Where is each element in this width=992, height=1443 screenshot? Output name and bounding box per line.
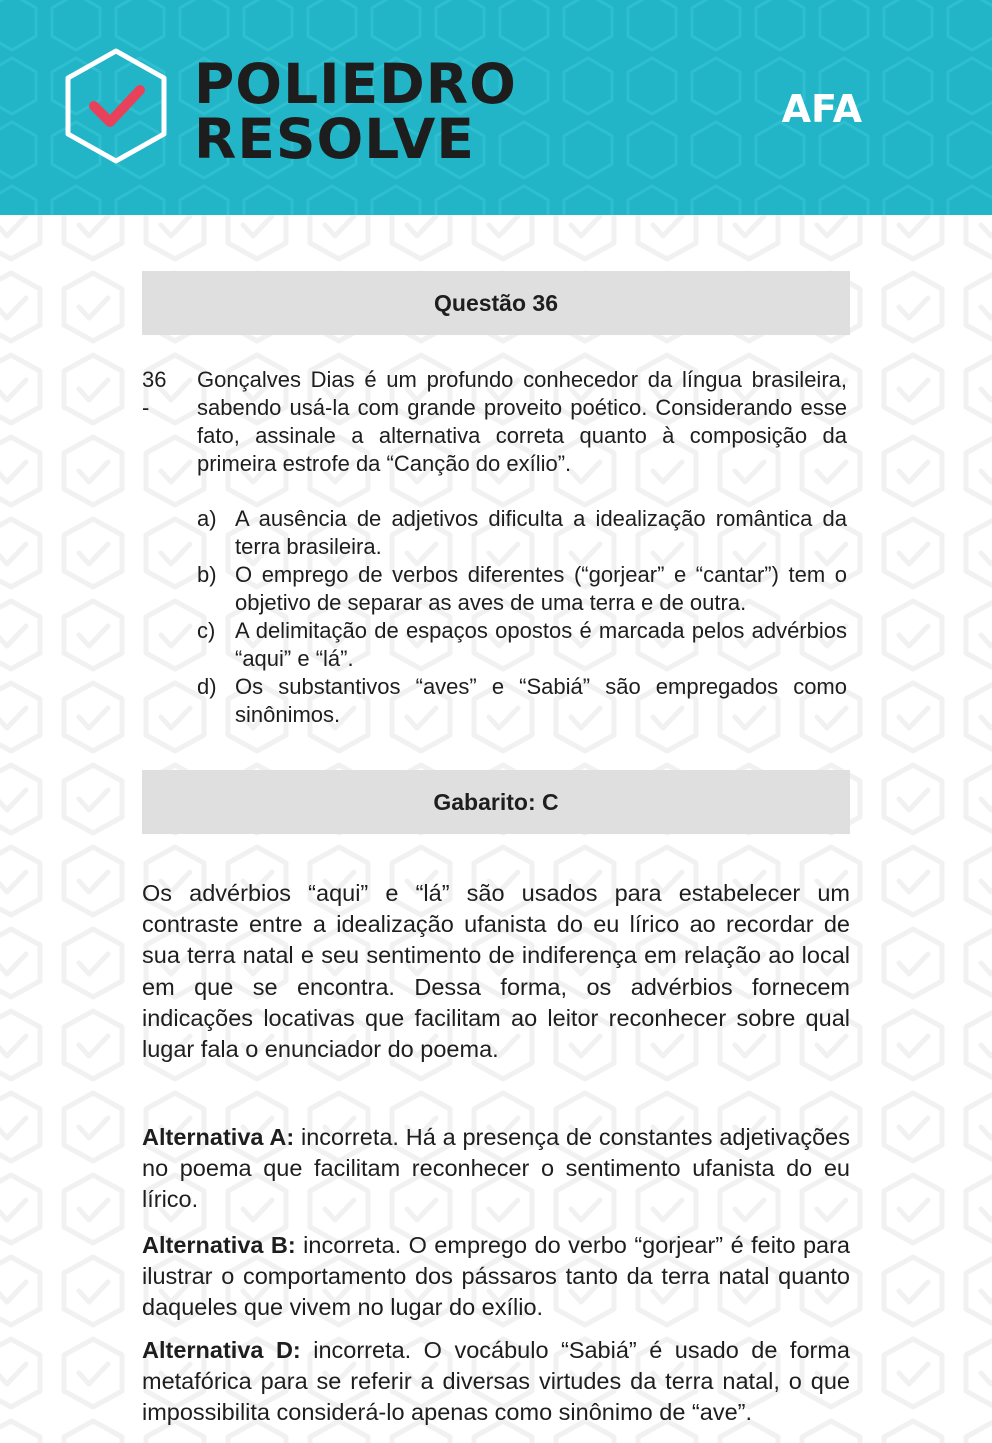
option-letter: d) — [197, 674, 217, 699]
option-text: A ausência de adjetivos dificulta a idealização romântica da terra brasileira. — [235, 506, 847, 559]
header-banner — [0, 0, 992, 215]
alternative-a-comment — [142, 1122, 850, 1215]
alternative-b-comment — [142, 1230, 850, 1323]
alternative-text: incorreta. O vocábulo “Sabiá” é usado de forma metafórica para se referir a diversas virtudes da terra natal, o que impossibilita considerá-lo apenas como sinônimo de “ave”. — [142, 1337, 850, 1425]
option-b — [197, 561, 847, 617]
options-list — [197, 505, 847, 729]
answer-key-bar: Gabarito: C — [142, 770, 850, 834]
brand-name-line1: POLIEDRO — [194, 52, 517, 116]
alternative-label: Alternativa D: — [142, 1337, 301, 1363]
option-text: A delimitação de espaços opostos é marcada pelos advérbios “aqui” e “lá”. — [235, 618, 847, 671]
brand-name-line2: RESOLVE — [194, 107, 475, 171]
option-a — [197, 505, 847, 561]
alternative-d-comment — [142, 1335, 850, 1428]
option-text: O emprego de verbos diferentes (“gorjear” e “cantar”) tem o objetivo de separar as aves de uma terra e de outra. — [235, 562, 847, 615]
question-title-bar: Questão 36 — [142, 271, 850, 335]
answer-explanation: Os advérbios “aqui” e “lá” são usados para estabelecer um contraste entre a idealização ufanista do eu lírico ao recordar de sua terra natal e seu sentimento de indiferença em relação ao local em que se encontra. Dessa forma, os advérbios fornecem indicações locativas que facilitam ao leitor reconhecer sobre qual lugar fala o enunciador do poema. — [142, 880, 850, 1063]
option-d — [197, 673, 847, 729]
option-c — [197, 617, 847, 673]
hexagon-check-icon — [58, 46, 174, 166]
question-text: Gonçalves Dias é um profundo conhecedor da língua brasileira, sabendo usá-la com grande proveito poético. Considerando esse fato, assinale a alternativa correta quanto à composição da primeira estrofe da “Canção do exílio”. — [197, 367, 847, 476]
alternative-label: Alternativa B: — [142, 1232, 296, 1258]
question-number: 36 - — [142, 367, 167, 420]
exam-tag: AFA — [781, 87, 862, 131]
option-letter: b) — [197, 562, 217, 587]
option-letter: c) — [197, 618, 216, 643]
alternative-text: incorreta. Há a presença de constantes adjetivações no poema que facilitam reconhecer o sentimento ufanista do eu lírico. — [142, 1124, 850, 1212]
option-text: Os substantivos “aves” e “Sabiá” são empregados como sinônimos. — [235, 674, 847, 727]
alternative-label: Alternativa A: — [142, 1124, 295, 1150]
alternative-text: incorreta. O emprego do verbo “gorjear” é feito para ilustrar o comportamento dos pássaros tanto da terra natal quanto daqueles que vivem no lugar do exílio. — [142, 1232, 850, 1320]
option-letter: a) — [197, 506, 217, 531]
